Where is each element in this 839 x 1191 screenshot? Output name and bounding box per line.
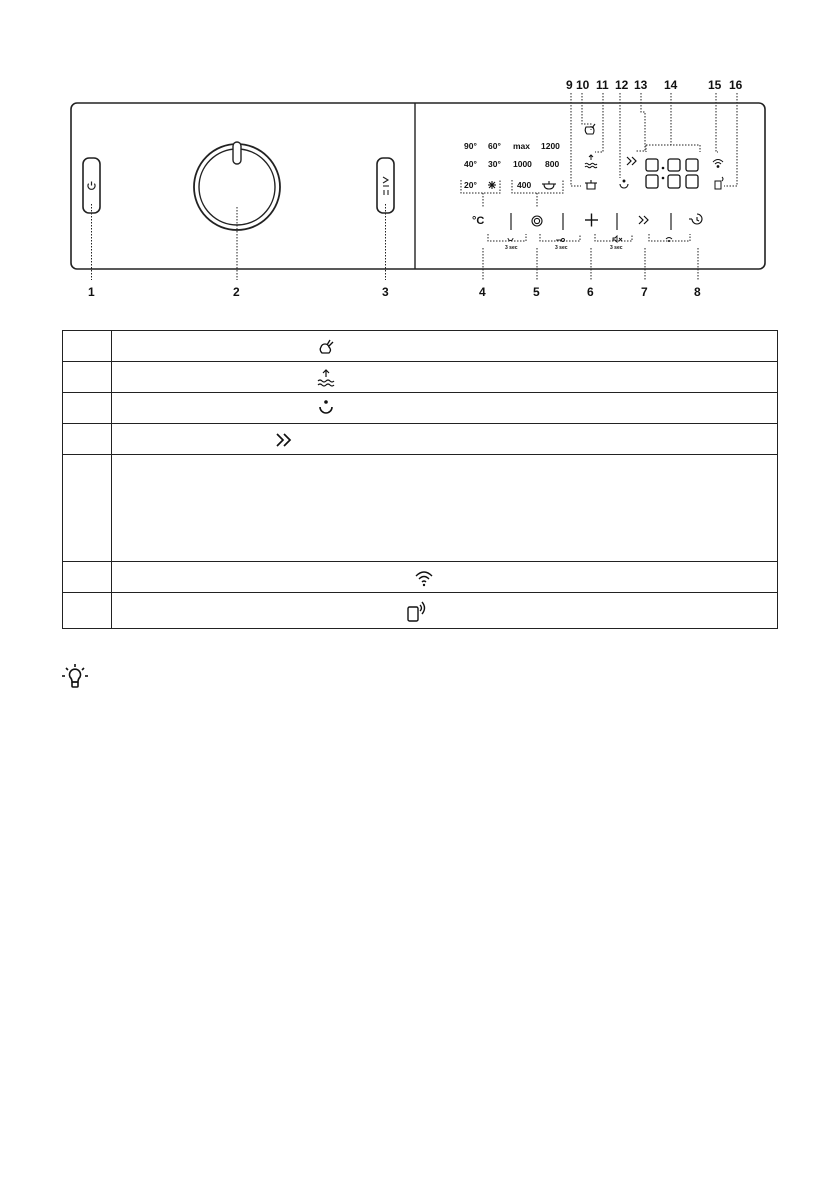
wifi-icon (414, 568, 434, 588)
callout-5: 5 (533, 285, 540, 299)
table-cell-number (63, 424, 112, 455)
dial-indicator (233, 142, 241, 164)
time-saver-icon (274, 431, 294, 449)
table-cell-number (63, 331, 112, 362)
door-lock-icon (316, 398, 336, 418)
top-leader-lines (571, 93, 737, 186)
temperature-grid (464, 141, 501, 190)
stain-icon (585, 124, 595, 134)
combo-sound-off-icon (613, 236, 622, 242)
svg-text:30°: 30° (488, 159, 501, 169)
callout-8: 8 (694, 285, 701, 299)
callout-16: 16 (729, 78, 743, 92)
svg-text:400: 400 (517, 180, 532, 190)
time-saver-button[interactable] (639, 216, 648, 224)
table-cell-number (63, 455, 112, 562)
table-cell-description (112, 562, 778, 593)
table-cell-description (112, 424, 778, 455)
callout-2: 2 (233, 285, 240, 299)
table-cell-description (112, 593, 778, 629)
svg-text:max: max (513, 141, 531, 151)
callout-15: 15 (708, 78, 722, 92)
combo-duration-labels (505, 245, 623, 251)
cold-wash-icon (488, 181, 496, 189)
callout-1: 1 (88, 285, 95, 299)
svg-text:1200: 1200 (541, 141, 560, 151)
remote-start-indicator (715, 177, 723, 189)
table-row (63, 593, 778, 629)
table-row (63, 424, 778, 455)
lightbulb-icon (60, 662, 90, 692)
table-row (63, 362, 778, 393)
extra-rinse-icon (585, 155, 597, 168)
callout-13: 13 (634, 78, 648, 92)
svg-text:800: 800 (545, 159, 560, 169)
delay-start-button[interactable] (689, 214, 702, 224)
callout-6: 6 (587, 285, 594, 299)
table-cell-description (112, 393, 778, 424)
table-cell-description (112, 331, 778, 362)
callout-3: 3 (382, 285, 389, 299)
table-cell-description (112, 362, 778, 393)
callout-4: 4 (479, 285, 486, 299)
table-row (63, 393, 778, 424)
bottom-callout-numbers (88, 285, 701, 299)
svg-text:90°: 90° (464, 141, 477, 151)
panel-outline (71, 103, 765, 269)
table-cell-number (63, 593, 112, 629)
door-lock-indicator (620, 180, 628, 188)
spin-grid (513, 141, 560, 190)
stain-icon (318, 338, 336, 356)
temperature-button[interactable] (472, 215, 484, 227)
combo-duration-3: 3 sec (610, 245, 623, 251)
top-callout-numbers (566, 78, 743, 92)
svg-text:40°: 40° (464, 159, 477, 169)
display-digit-2 (668, 159, 680, 188)
table-row (63, 455, 778, 562)
svg-text:20°: 20° (464, 180, 477, 190)
table-row (63, 562, 778, 593)
pre-wash-icon (585, 180, 597, 189)
extra-rinse-icon (316, 368, 336, 388)
display-digit-3 (686, 159, 698, 188)
table-row (63, 331, 778, 362)
time-saver-indicator (627, 157, 636, 165)
display-digit-1 (646, 159, 658, 188)
combo-door-lock-icon (508, 238, 513, 241)
table-cell-number (63, 562, 112, 593)
combo-duration-1: 3 sec (505, 245, 518, 251)
time-display (646, 159, 698, 188)
callout-10: 10 (576, 78, 590, 92)
callout-7: 7 (641, 285, 648, 299)
callout-9: 9 (566, 78, 573, 92)
display-colon (662, 167, 665, 180)
callout-14: 14 (664, 78, 678, 92)
table-cell-number (63, 362, 112, 393)
svg-text:1000: 1000 (513, 159, 532, 169)
table-cell-number (63, 393, 112, 424)
table-cell-description (112, 455, 778, 562)
combination-hints (488, 234, 690, 241)
remote-start-icon (406, 601, 426, 623)
no-spin-icon (542, 181, 556, 189)
svg-text:°C: °C (472, 215, 485, 227)
spin-button[interactable] (532, 216, 542, 226)
callout-11: 11 (596, 78, 609, 92)
combo-duration-2: 3 sec (555, 245, 568, 251)
svg-text:60°: 60° (488, 141, 501, 151)
callout-12: 12 (615, 78, 629, 92)
indicator-table (62, 330, 778, 629)
wifi-indicator (713, 160, 723, 168)
control-panel-diagram (0, 0, 839, 320)
plus-button[interactable] (585, 214, 598, 227)
